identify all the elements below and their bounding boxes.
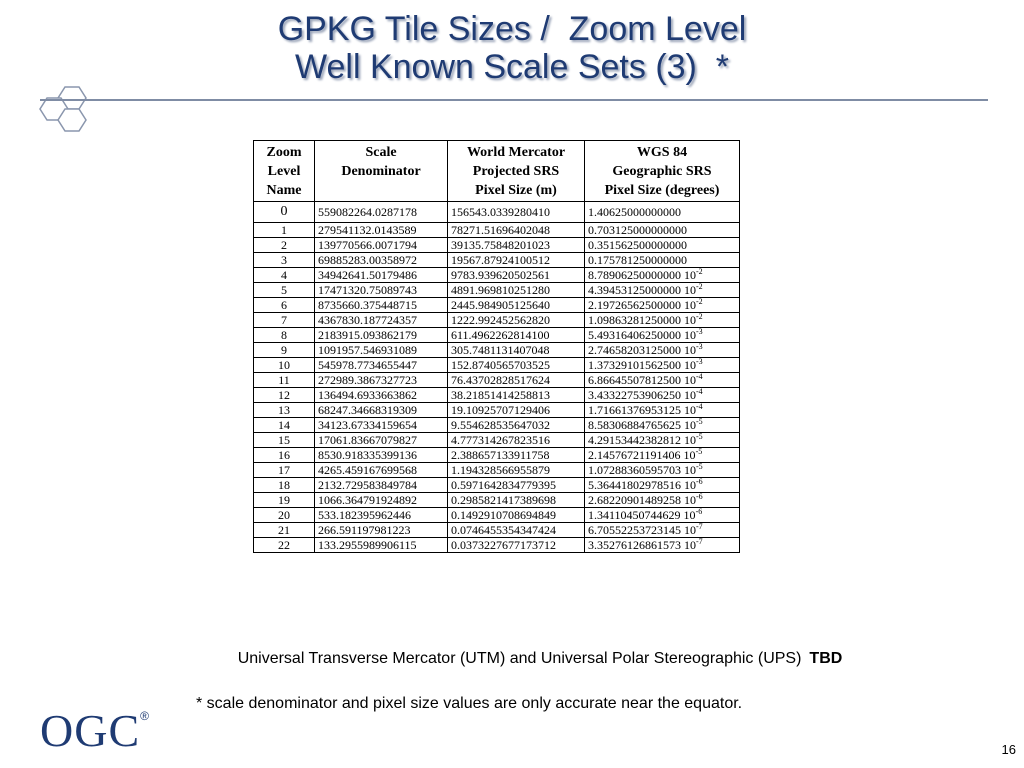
table-row <box>254 463 740 478</box>
column-header-line: WGS 84 <box>636 145 688 160</box>
cell-value: 2.68220901489258 10 <box>588 493 696 507</box>
zoom-level-cell <box>254 202 315 223</box>
wgs84-pixel-size-cell <box>585 388 740 403</box>
title-divider <box>40 99 988 101</box>
mercator-pixel-size-cell <box>448 313 585 328</box>
mercator-pixel-size-cell <box>448 523 585 538</box>
scale-denominator-cell <box>315 388 448 403</box>
scale-denominator-cell <box>315 478 448 493</box>
cell-value: 5.36441802978516 10 <box>588 478 696 492</box>
exponent: -6 <box>696 492 703 501</box>
wgs84-pixel-size-cell <box>585 253 740 268</box>
exponent: -5 <box>696 417 703 426</box>
cell-value: 2.14576721191406 10 <box>588 448 696 462</box>
cell-value: 4.29153442382812 10 <box>588 433 696 447</box>
scale-denominator-cell <box>315 238 448 253</box>
exponent: -2 <box>696 297 703 306</box>
wgs84-pixel-size-cell <box>585 448 740 463</box>
wgs84-pixel-size-cell <box>585 358 740 373</box>
mercator-pixel-size-cell <box>448 223 585 238</box>
scale-denominator-cell <box>315 538 448 553</box>
column-header-line: Name <box>266 183 302 198</box>
cell-value: 3 <box>281 253 287 267</box>
cell-value: 5 <box>281 283 287 297</box>
registered-mark: ® <box>140 709 150 723</box>
cell-value: 11 <box>278 373 290 387</box>
cell-value: 156543.0339280410 <box>451 205 550 219</box>
cell-value: 1 <box>281 223 287 237</box>
zoom-level-cell <box>254 403 315 418</box>
cell-value: 272989.3867327723 <box>318 373 417 387</box>
cell-value: 0.2985821417389698 <box>451 493 556 507</box>
exponent: -3 <box>696 327 703 336</box>
exponent: -3 <box>696 342 703 351</box>
scale-denominator-cell <box>315 283 448 298</box>
table-row <box>254 418 740 433</box>
cell-value: 4367830.187724357 <box>318 313 417 327</box>
cell-value: 7 <box>281 313 287 327</box>
cell-value: 21 <box>278 523 290 537</box>
cell-value: 78271.51696402048 <box>451 223 550 237</box>
table-row <box>254 328 740 343</box>
cell-value: 12 <box>278 388 290 402</box>
cell-value: 17061.83667079827 <box>318 433 417 447</box>
exponent: -4 <box>696 372 703 381</box>
column-header <box>448 141 585 202</box>
wgs84-pixel-size-cell <box>585 433 740 448</box>
table-row <box>254 238 740 253</box>
cell-value: 19567.87924100512 <box>451 253 550 267</box>
zoom-level-cell <box>254 493 315 508</box>
zoom-level-cell <box>254 433 315 448</box>
zoom-level-cell <box>254 313 315 328</box>
mercator-pixel-size-cell <box>448 478 585 493</box>
table-row <box>254 433 740 448</box>
cell-value: 76.43702828517624 <box>451 373 550 387</box>
wgs84-pixel-size-cell <box>585 298 740 313</box>
scale-denominator-cell <box>315 508 448 523</box>
zoom-level-cell <box>254 448 315 463</box>
column-header-line: Pixel Size (degrees) <box>604 183 720 198</box>
cell-value: 4891.969810251280 <box>451 283 550 297</box>
cell-value: 68247.34668319309 <box>318 403 417 417</box>
cell-value: 0.703125000000000 <box>588 223 687 237</box>
table-row <box>254 223 740 238</box>
cell-value: 2 <box>281 238 287 252</box>
zoom-level-cell <box>254 418 315 433</box>
wgs84-pixel-size-cell <box>585 478 740 493</box>
cell-value: 2.388657133911758 <box>451 448 550 462</box>
table-row <box>254 283 740 298</box>
cell-value: 6.70552253723145 10 <box>588 523 696 537</box>
table-row <box>254 202 740 223</box>
mercator-pixel-size-cell <box>448 253 585 268</box>
cell-value: 10 <box>278 358 290 372</box>
cell-value: 9.554628535647032 <box>451 418 550 432</box>
mercator-pixel-size-cell <box>448 343 585 358</box>
wgs84-pixel-size-cell <box>585 343 740 358</box>
mercator-pixel-size-cell <box>448 283 585 298</box>
wgs84-pixel-size-cell <box>585 538 740 553</box>
zoom-scale-table <box>253 140 740 553</box>
scale-denominator-cell <box>315 223 448 238</box>
ogc-logo-text: OGC <box>40 705 141 756</box>
cell-value: 2132.729583849784 <box>318 478 417 492</box>
cell-value: 1222.992452562820 <box>451 313 550 327</box>
mercator-pixel-size-cell <box>448 202 585 223</box>
mercator-pixel-size-cell <box>448 373 585 388</box>
accuracy-footnote: * scale denominator and pixel size values are only accurate near the equator. <box>196 695 743 712</box>
exponent: -7 <box>696 522 703 531</box>
ogc-logo <box>40 704 150 757</box>
cell-value: 1.07288360595703 10 <box>588 463 696 477</box>
table-row <box>254 373 740 388</box>
cell-value: 8 <box>281 328 287 342</box>
column-header-line: Scale <box>365 145 397 160</box>
wgs84-pixel-size-cell <box>585 238 740 253</box>
exponent: -7 <box>696 537 703 546</box>
scale-denominator-cell <box>315 403 448 418</box>
column-header-line: Projected SRS <box>472 164 560 179</box>
table-row <box>254 478 740 493</box>
scale-denominator-cell <box>315 328 448 343</box>
cell-value: 139770566.0071794 <box>318 238 417 252</box>
cell-value: 16 <box>278 448 290 462</box>
cell-value: 9783.939620502561 <box>451 268 550 282</box>
cell-value: 8735660.375448715 <box>318 298 417 312</box>
exponent: -5 <box>696 462 703 471</box>
exponent: -2 <box>696 282 703 291</box>
mercator-pixel-size-cell <box>448 358 585 373</box>
cell-value: 18 <box>278 478 290 492</box>
zoom-level-cell <box>254 253 315 268</box>
wgs84-pixel-size-cell <box>585 313 740 328</box>
zoom-level-cell <box>254 298 315 313</box>
column-header-line: Zoom <box>266 145 302 160</box>
cell-value: 2.19726562500000 10 <box>588 298 696 312</box>
scale-denominator-cell <box>315 448 448 463</box>
exponent: -6 <box>695 507 703 516</box>
zoom-level-cell <box>254 538 315 553</box>
utm-ups-text: Universal Transverse Mercator (UTM) and Universal Polar Stereographic (UPS) <box>237 650 802 667</box>
scale-denominator-cell <box>315 358 448 373</box>
table-row <box>254 268 740 283</box>
cell-value: 19 <box>278 493 290 507</box>
zoom-level-cell <box>254 463 315 478</box>
cell-value: 2445.984905125640 <box>451 298 550 312</box>
cell-value: 17 <box>278 463 290 477</box>
cell-value: 545978.7734655447 <box>318 358 417 372</box>
zoom-level-cell <box>254 373 315 388</box>
scale-denominator-cell <box>315 433 448 448</box>
cell-value: 3.35276126861573 10 <box>588 538 696 552</box>
zoom-level-cell <box>254 328 315 343</box>
cell-value: 533.182395962446 <box>318 508 411 522</box>
cell-value: 34123.67334159654 <box>318 418 417 432</box>
zoom-level-cell <box>254 283 315 298</box>
column-header <box>585 141 740 202</box>
wgs84-pixel-size-cell <box>585 328 740 343</box>
cell-value: 19.10925707129406 <box>451 403 550 417</box>
cell-value: 0.0373227677173712 <box>451 538 556 552</box>
cell-value: 1091957.546931089 <box>318 343 417 357</box>
zoom-level-cell <box>254 238 315 253</box>
cell-value: 4 <box>281 268 287 282</box>
exponent: -6 <box>696 477 703 486</box>
zoom-level-cell <box>254 523 315 538</box>
cell-value: 14 <box>278 418 290 432</box>
zoom-level-cell <box>254 508 315 523</box>
table-row <box>254 313 740 328</box>
table-row <box>254 493 740 508</box>
cell-value: 0.0746455354347424 <box>451 523 556 537</box>
wgs84-pixel-size-cell <box>585 523 740 538</box>
title-line-1: GPKG Tile Sizes / Zoom Level <box>277 10 747 48</box>
column-header-line: Geographic SRS <box>612 164 712 179</box>
cell-value: 0.5971642834779395 <box>451 478 556 492</box>
table-row <box>254 343 740 358</box>
wgs84-pixel-size-cell <box>585 223 740 238</box>
utm-ups-note <box>0 650 1024 668</box>
exponent: -5 <box>696 432 703 441</box>
cell-value: 38.21851414258813 <box>451 388 550 402</box>
mercator-pixel-size-cell <box>448 238 585 253</box>
cell-value: 0.1492910708694849 <box>451 508 556 522</box>
mercator-pixel-size-cell <box>448 463 585 478</box>
table-row <box>254 358 740 373</box>
exponent: -4 <box>696 402 703 411</box>
wgs84-pixel-size-cell <box>585 202 740 223</box>
utm-ups-status: TBD <box>809 650 843 667</box>
exponent: -2 <box>696 312 703 321</box>
scale-denominator-cell <box>315 373 448 388</box>
scale-denominator-cell <box>315 523 448 538</box>
cell-value: 1.37329101562500 10 <box>588 358 696 372</box>
cell-value: 8.78906250000000 10 <box>588 268 696 282</box>
zoom-level-cell <box>254 268 315 283</box>
wgs84-pixel-size-cell <box>585 508 740 523</box>
cell-value: 17471320.75089743 <box>318 283 417 297</box>
scale-denominator-cell <box>315 268 448 283</box>
cell-value: 6 <box>281 298 287 312</box>
cell-value: 266.591197981223 <box>318 523 411 537</box>
cell-value: 1.40625000000000 <box>588 205 681 219</box>
cell-value: 6.86645507812500 10 <box>588 373 696 387</box>
cell-value: 152.8740565703525 <box>451 358 550 372</box>
exponent: -4 <box>696 387 703 396</box>
column-header <box>254 141 315 202</box>
table-row <box>254 508 740 523</box>
wgs84-pixel-size-cell <box>585 283 740 298</box>
table-header-row <box>254 141 740 202</box>
exponent: -3 <box>696 357 703 366</box>
cell-value: 4265.459167699568 <box>318 463 417 477</box>
mercator-pixel-size-cell <box>448 298 585 313</box>
mercator-pixel-size-cell <box>448 433 585 448</box>
table-row <box>254 523 740 538</box>
cell-value: 34942641.50179486 <box>318 268 417 282</box>
cell-value: 1.71661376953125 10 <box>588 403 696 417</box>
mercator-pixel-size-cell <box>448 268 585 283</box>
mercator-pixel-size-cell <box>448 538 585 553</box>
hexagon-cluster-icon <box>36 86 102 142</box>
cell-value: 136494.6933663862 <box>318 388 417 402</box>
zoom-level-cell <box>254 478 315 493</box>
mercator-pixel-size-cell <box>448 403 585 418</box>
cell-value: 8.58306884765625 10 <box>588 418 696 432</box>
column-header-line: Level <box>267 164 301 179</box>
cell-value: 69885283.00358972 <box>318 253 417 267</box>
cell-value: 0 <box>280 204 288 219</box>
cell-value: 305.7481131407048 <box>451 343 550 357</box>
page-number: 16 <box>1001 742 1016 757</box>
exponent: -5 <box>695 447 703 456</box>
table-row <box>254 388 740 403</box>
table-row <box>254 253 740 268</box>
mercator-pixel-size-cell <box>448 328 585 343</box>
title-line-2: Well Known Scale Sets (3) * <box>295 48 729 86</box>
cell-value: 1.34110450744629 10 <box>588 508 696 522</box>
mercator-pixel-size-cell <box>448 493 585 508</box>
exponent: -2 <box>696 267 703 276</box>
cell-value: 133.2955989906115 <box>318 538 417 552</box>
cell-value: 2.74658203125000 10 <box>588 343 696 357</box>
zoom-level-cell <box>254 358 315 373</box>
slide-title <box>0 10 1024 86</box>
scale-denominator-cell <box>315 463 448 478</box>
zoom-level-cell <box>254 223 315 238</box>
cell-value: 1.194328566955879 <box>451 463 550 477</box>
cell-value: 22 <box>278 538 290 552</box>
zoom-level-cell <box>254 343 315 358</box>
column-header-line: Pixel Size (m) <box>475 183 557 198</box>
scale-denominator-cell <box>315 493 448 508</box>
cell-value: 2183915.093862179 <box>318 328 417 342</box>
cell-value: 4.39453125000000 10 <box>588 283 696 297</box>
wgs84-pixel-size-cell <box>585 463 740 478</box>
scale-denominator-cell <box>315 343 448 358</box>
table-row <box>254 403 740 418</box>
wgs84-pixel-size-cell <box>585 418 740 433</box>
cell-value: 39135.75848201023 <box>451 238 550 252</box>
cell-value: 611.4962262814100 <box>451 328 550 342</box>
mercator-pixel-size-cell <box>448 508 585 523</box>
wgs84-pixel-size-cell <box>585 268 740 283</box>
mercator-pixel-size-cell <box>448 448 585 463</box>
cell-value: 13 <box>278 403 290 417</box>
cell-value: 9 <box>281 343 287 357</box>
cell-value: 0.175781250000000 <box>588 253 687 267</box>
wgs84-pixel-size-cell <box>585 403 740 418</box>
cell-value: 559082264.0287178 <box>318 205 417 219</box>
cell-value: 4.777314267823516 <box>451 433 550 447</box>
scale-denominator-cell <box>315 253 448 268</box>
table-row <box>254 448 740 463</box>
table-row <box>254 538 740 553</box>
cell-value: 15 <box>278 433 290 447</box>
scale-denominator-cell <box>315 313 448 328</box>
cell-value: 1066.364791924892 <box>318 493 417 507</box>
column-header <box>315 141 448 202</box>
wgs84-pixel-size-cell <box>585 493 740 508</box>
mercator-pixel-size-cell <box>448 388 585 403</box>
wgs84-pixel-size-cell <box>585 373 740 388</box>
mercator-pixel-size-cell <box>448 418 585 433</box>
column-header-line: Denominator <box>341 164 421 179</box>
cell-value: 1.09863281250000 10 <box>588 313 696 327</box>
scale-denominator-cell <box>315 418 448 433</box>
table-row <box>254 298 740 313</box>
zoom-level-cell <box>254 388 315 403</box>
column-header-line: World Mercator <box>466 145 566 160</box>
scale-denominator-cell <box>315 298 448 313</box>
cell-value: 8530.918335399136 <box>318 448 417 462</box>
cell-value: 20 <box>278 508 290 522</box>
cell-value: 3.43322753906250 10 <box>588 388 696 402</box>
cell-value: 0.351562500000000 <box>588 238 687 252</box>
cell-value: 279541132.0143589 <box>318 223 417 237</box>
scale-denominator-cell <box>315 202 448 223</box>
cell-value: 5.49316406250000 10 <box>588 328 696 342</box>
